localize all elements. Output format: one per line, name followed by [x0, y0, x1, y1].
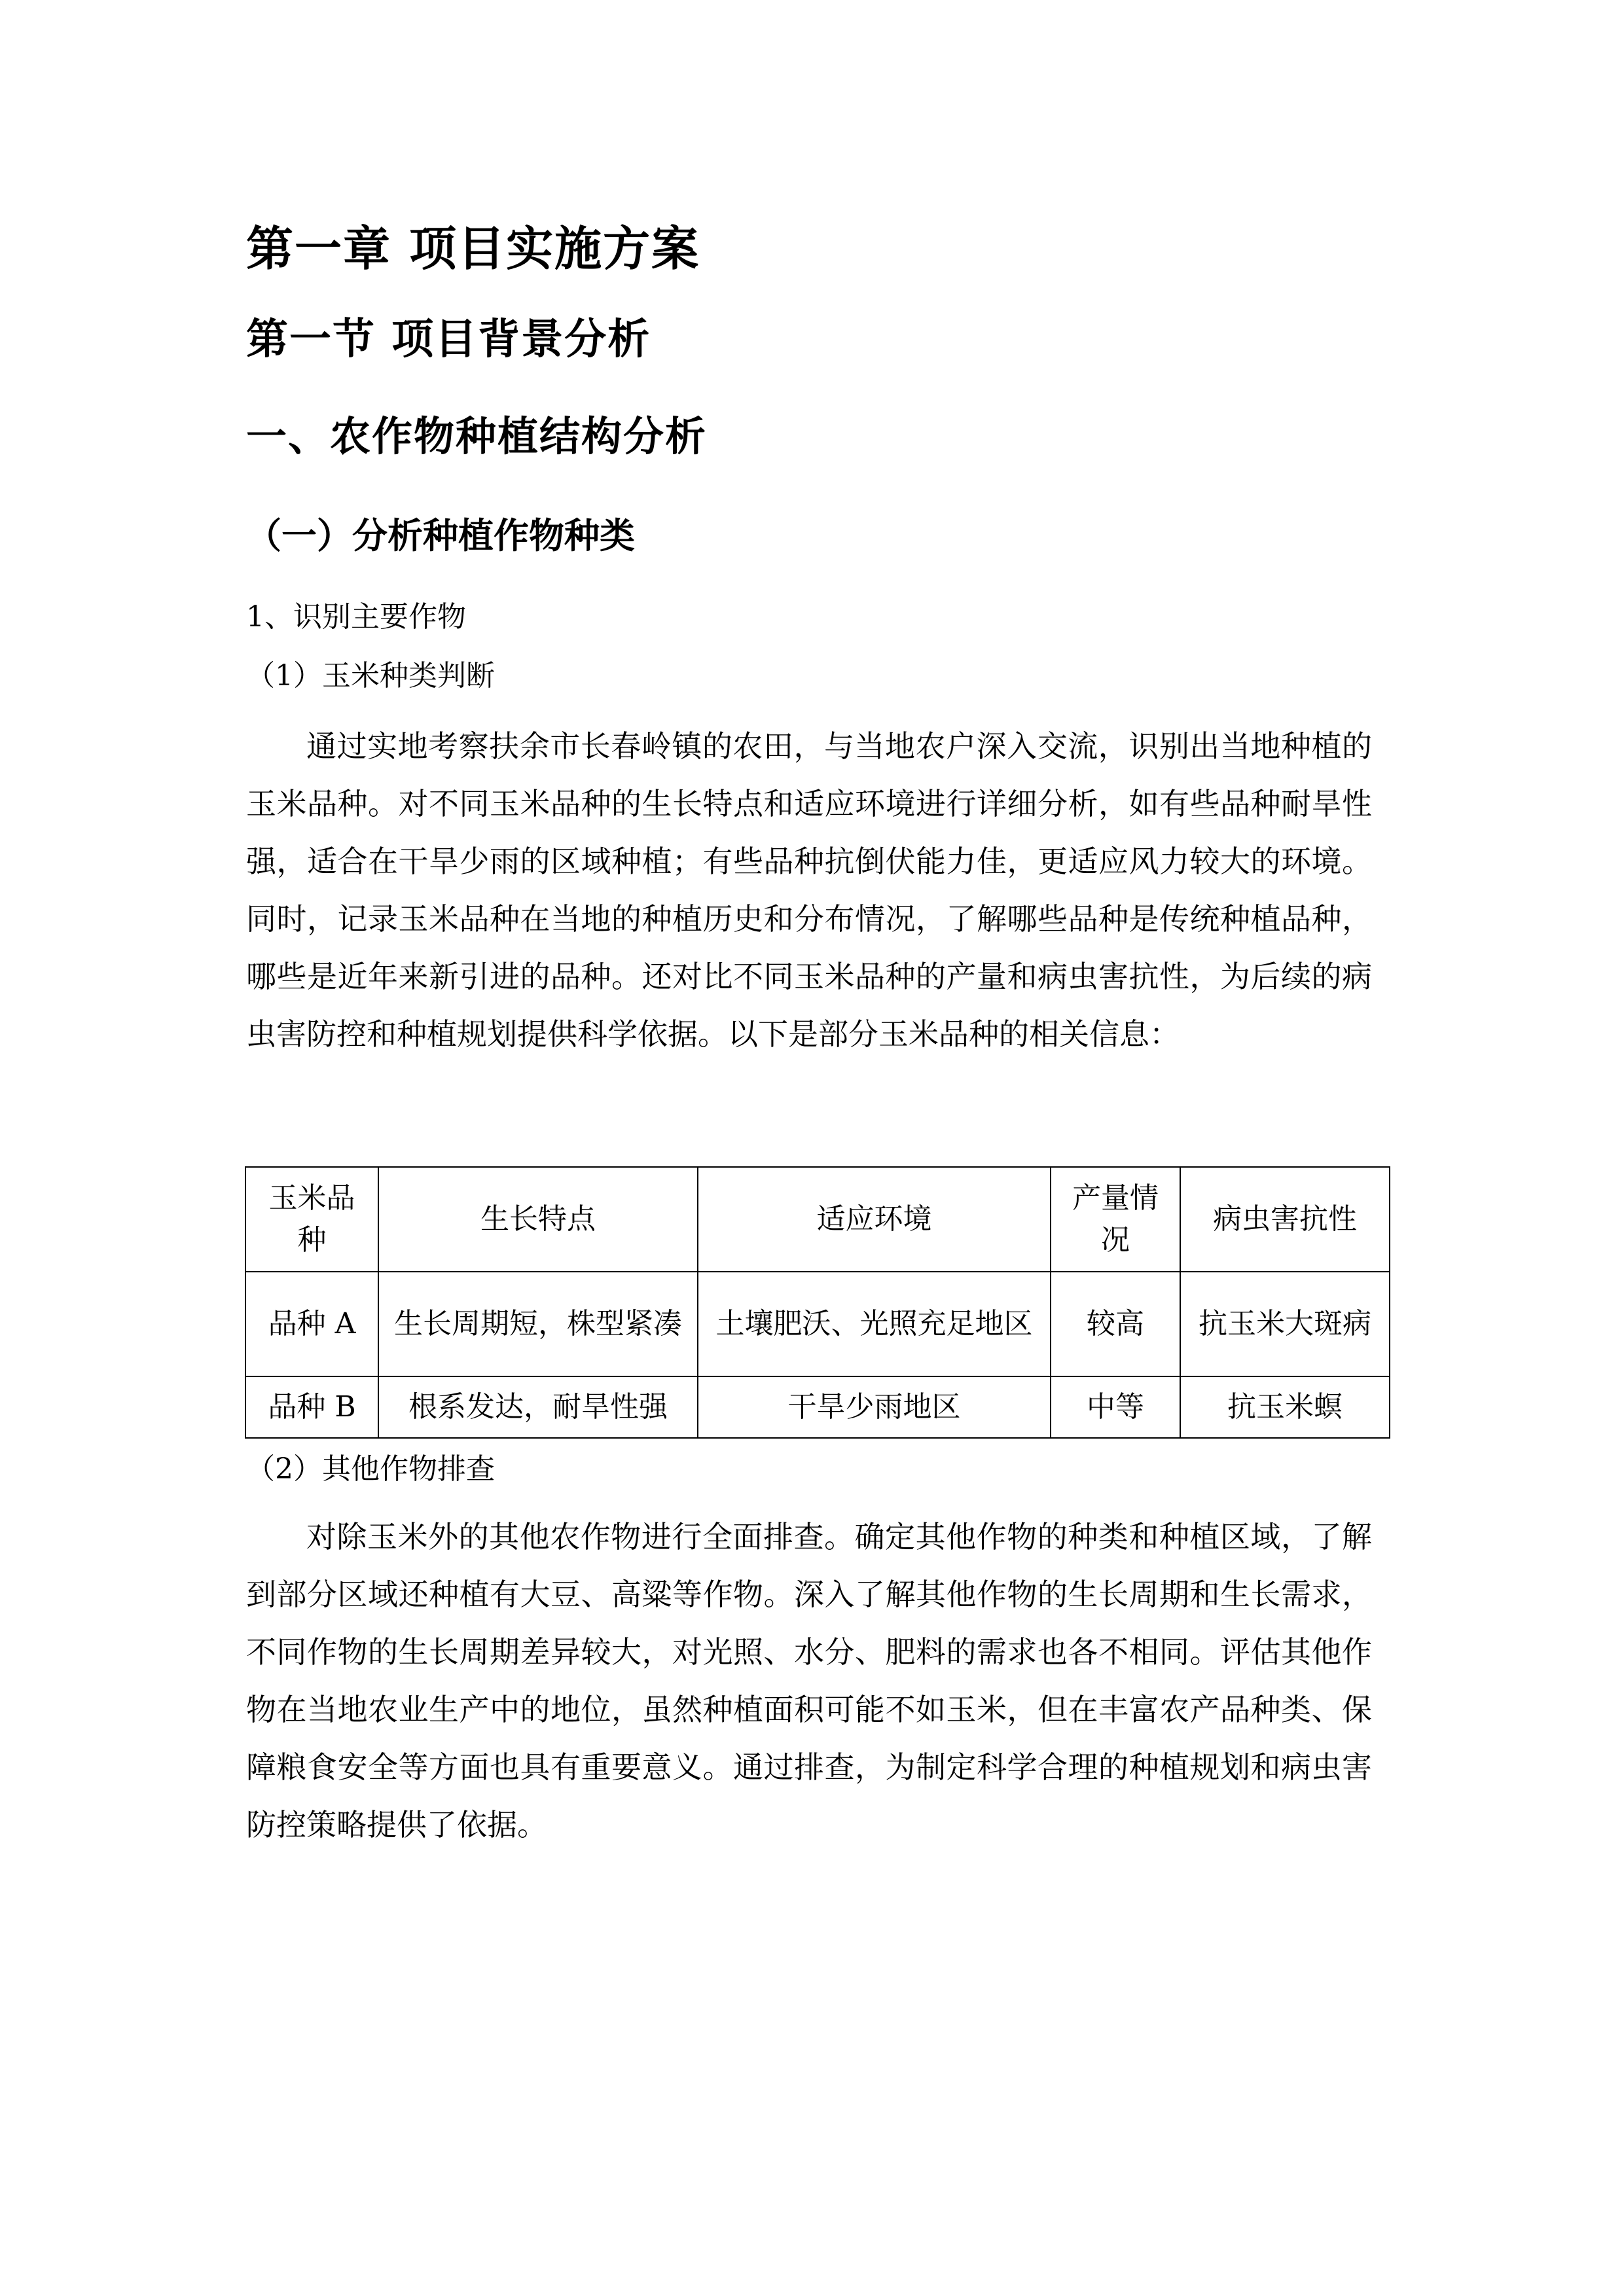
- table-header-row: [245, 1167, 1390, 1272]
- table-cell: 较高: [1051, 1272, 1180, 1376]
- subitem-title-other-crops: （2）其他作物排查: [246, 1452, 495, 1486]
- table-header-cell: 玉米品种: [245, 1167, 378, 1272]
- table-header-cell: 生长特点: [378, 1167, 698, 1272]
- table-row: [245, 1376, 1390, 1438]
- table-row: [245, 1272, 1390, 1376]
- table-cell: 干旱少雨地区: [698, 1376, 1051, 1438]
- table-cell: 品种 A: [245, 1272, 378, 1376]
- group-title: （一）分析种植作物种类: [246, 514, 635, 556]
- section-title: 第一节 项目背景分析: [246, 315, 651, 364]
- table-header-cell: 产量情况: [1051, 1167, 1180, 1272]
- table-cell: 根系发达，耐旱性强: [378, 1376, 698, 1438]
- subitem-title-corn: （1）玉米种类判断: [246, 659, 495, 692]
- item-title: 1、识别主要作物: [246, 600, 466, 634]
- table-cell: 抗玉米螟: [1180, 1376, 1390, 1438]
- corn-variety-table: [245, 1166, 1390, 1439]
- table-cell: 土壤肥沃、光照充足地区: [698, 1272, 1051, 1376]
- table-cell: 品种 B: [245, 1376, 378, 1438]
- table-header-cell: 适应环境: [698, 1167, 1051, 1272]
- paragraph-corn-analysis: 通过实地考察扶余市长春岭镇的农田，与当地农户深入交流，识别出当地种植的玉米品种。对不同玉米品种的生长特点和适应环境进行详细分析，如有些品种耐旱性强，适合在干旱少雨的区域种植；有些品种抗倒伏能力佳，更适应风力较大的环境。同时，记录玉米品种在当地的种植历史和分布情况，了解哪些品种是传统种植品种，哪些是近年来新引进的品种。还对比不同玉米品种的产量和病虫害抗性，为后续的病虫害防控和种植规划提供科学依据。以下是部分玉米品种的相关信息：: [246, 728, 1372, 1052]
- subsection-title: 一、农作物种植结构分析: [246, 412, 708, 460]
- table-header-cell: 病虫害抗性: [1180, 1167, 1390, 1272]
- table-cell: 中等: [1051, 1376, 1180, 1438]
- chapter-title: 第一章 项目实施方案: [246, 221, 700, 276]
- table-cell: 生长周期短，株型紧凑: [378, 1272, 698, 1376]
- paragraph-other-crops: 对除玉米外的其他农作物进行全面排查。确定其他作物的种类和种植区域，了解到部分区域还种植有大豆、高粱等作物。深入了解其他作物的生长周期和生长需求，不同作物的生长周期差异较大，对光照、水分、肥料的需求也各不相同。评估其他作物在当地农业生产中的地位，虽然种植面积可能不如玉米，但在丰富农产品种类、保障粮食安全等方面也具有重要意义。通过排查，为制定科学合理的种植规划和病虫害防控策略提供了依据。: [246, 1519, 1372, 1842]
- table-cell: 抗玉米大斑病: [1180, 1272, 1390, 1376]
